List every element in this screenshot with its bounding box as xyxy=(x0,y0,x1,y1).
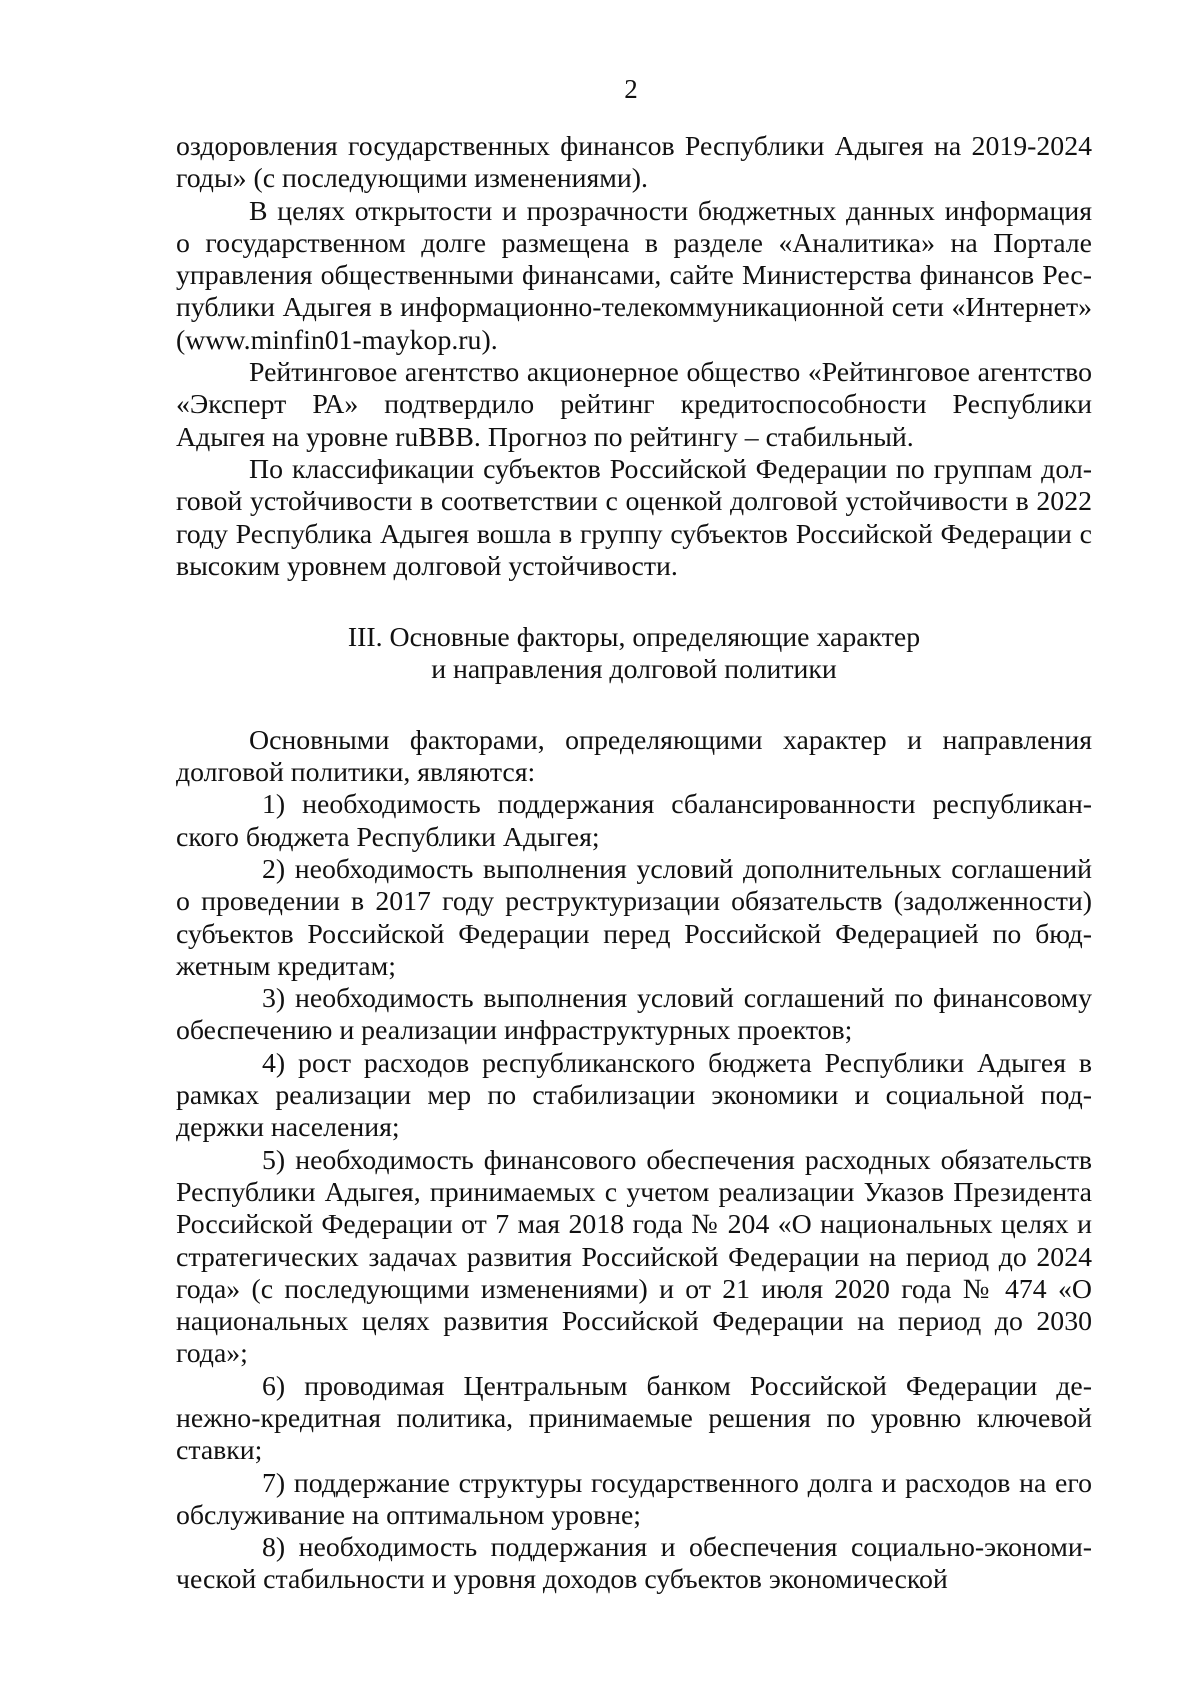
section-heading-line-2: и направления долговой политики xyxy=(431,654,837,686)
paragraph-openness: В целях открытости и прозрачности бюджетных данных информация о государственном долге размещена в разделе «Аналитика» на Портале управления общественными финансами, сайте Министерства финансов Республики Адыгея в информационно-телекоммуникационной сети «Интернет» (www.minfin01-maykop.ru). xyxy=(176,195,1092,356)
paragraph-intro: Основными факторами, определяющими характер и направления долговой политики, являются: xyxy=(176,724,1092,789)
paragraph-continuation: оздоровления государственных финансов Республики Адыгея на 2019-2024 годы» (с последующими изменениями). xyxy=(176,131,1092,195)
page-number: 2 xyxy=(624,74,638,104)
list-item-2: 2) необходимость выполнения условий дополнительных соглашений о проведении в 2017 году реструктуризации обязательств (задолженности) субъектов Российской Федерации перед Российской Федерацией по бюджетным кредитам; xyxy=(176,853,1092,982)
list-item-3: 3) необходимость выполнения условий соглашений по финансовому обеспечению и реализации инфраструктурных проектов; xyxy=(176,983,1092,1047)
list-item-5: 5) необходимость финансового обеспечения расходных обязательств Республики Адыгея, принимаемых с учетом реализации Указов Президента Российской Федерации от 7 мая 2018 года № 204 «О национальных целях и стратегических задачах развития Российской Федерации на период до 2024 года» (с последующими изменениями) и от 21 июля 2020 года № 474 «О национальных целях развития Российской Федерации на период до 2030 года»; xyxy=(176,1144,1092,1370)
list-item-7: 7) поддержание структуры государственного долга и расходов на его обслуживание на оптимальном уровне; xyxy=(176,1467,1092,1531)
paragraph-classification: По классификации субъектов Российской Федерации по группам долговой устойчивости в соответствии с оценкой долговой устойчивости в 2022 году Республика Адыгея вошла в группу субъектов Российской Федерации с высоким уровнем долговой устойчивости. xyxy=(176,453,1092,582)
section-heading-line-1: III. Основные факторы, определяющие характер xyxy=(347,622,921,654)
document-body xyxy=(176,131,1092,1597)
list-item-6: 6) проводимая Центральным банком Российской Федерации денежно-кредитная политика, принимаемые решения по уровню ключевой ставки; xyxy=(176,1370,1092,1467)
list-item-4: 4) рост расходов республиканского бюджета Республики Адыгея в рамках реализации мер по стабилизации экономики и социальной поддержки населения; xyxy=(176,1047,1092,1144)
list-item-8: 8) необходимость поддержания и обеспечения социально-экономической стабильности и уровня доходов субъектов экономической xyxy=(176,1532,1092,1596)
paragraph-rating: Рейтинговое агентство акционерное общество «Рейтинговое агентство «Эксперт РА» подтвердило рейтинг кредитоспособности Республики Адыгея на уровне ruBBB. Прогноз по рейтингу – стабильный. xyxy=(176,357,1092,453)
list-item-1: 1) необходимость поддержания сбалансированности республиканского бюджета Республики Адыгея; xyxy=(176,789,1092,853)
section-heading xyxy=(176,622,1092,687)
